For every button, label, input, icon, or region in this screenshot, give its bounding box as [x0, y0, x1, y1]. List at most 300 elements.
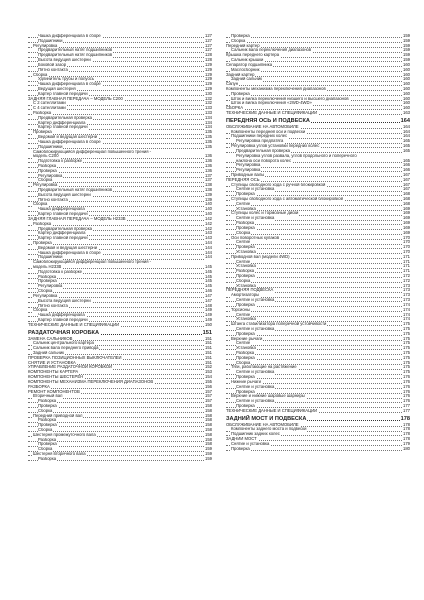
toc-entry-title: Сборка: [38, 178, 53, 183]
toc-entry-title: Тяги, работающие на растяжение: [231, 365, 297, 370]
toc-entry-title: Удлинитель трубы и полуось: [38, 77, 95, 82]
toc-entry-title: Регулировка: [38, 284, 63, 289]
toc-page-number: 129: [205, 61, 212, 67]
toc-entry-title: ПРОВЕРКА ПОЗИЦИОННЫХ ВЫКЛЮЧАТЕЛЕЙ: [28, 355, 122, 360]
toc-entry-title: Шестерня вторичного вала: [33, 452, 86, 457]
toc-page-number: 163: [403, 110, 410, 115]
toc-page-number: 138: [205, 182, 212, 188]
toc-section-heading[interactable]: [28, 329, 212, 337]
toc-entry-title: Проверка: [236, 331, 255, 336]
toc-page-number: 159: [403, 47, 410, 53]
toc-entry-title: РЕМОНТ КОМПОНЕНТОВ: [28, 389, 80, 394]
toc-page-number: 148: [205, 302, 212, 308]
toc-entry-title: ЗАМЕНА САЛЬНИКОВ: [28, 336, 73, 341]
toc-page-number: 178: [403, 421, 410, 427]
toc-entry-title: Шестерня промежуточного вала: [33, 432, 96, 437]
toc-entry-title: Нижние рычаги: [231, 379, 262, 384]
toc-entry-title: ПЕРЕДНЯЯ ОСЬ И ПОДВЕСКА: [226, 117, 310, 124]
toc-page-number: 134: [205, 119, 212, 125]
toc-entry-title: Сальник центрального картера: [33, 341, 94, 346]
toc-page-number: 178: [403, 426, 410, 432]
toc-entry-title: Подшипники: [38, 144, 63, 149]
toc-entry-title: Проверка: [236, 245, 255, 250]
toc-page-number: 151: [205, 359, 212, 365]
toc-page-number: 172: [403, 273, 410, 278]
toc-page-number: 171: [403, 263, 410, 269]
toc-page-number: 176: [403, 383, 410, 389]
toc-page-number: 129: [205, 66, 212, 72]
toc-entry-title: Ступицы колес и тормозные диски: [231, 211, 299, 216]
toc-page-number: 160: [403, 71, 410, 77]
toc-page-number: 175: [403, 325, 410, 331]
toc-page-number: 158: [205, 427, 212, 432]
toc-entry-title: КОМПОНЕНТЫ ШЕСТЕРЕН: [28, 375, 84, 380]
toc-page-number: 139: [205, 196, 212, 202]
toc-page-number: 175: [403, 345, 410, 351]
toc-page-number: 160: [403, 61, 410, 67]
toc-page-number: 145: [205, 264, 212, 269]
toc-entry-title: Высота ведущей шестерни: [38, 192, 91, 197]
toc-entry-title: Чашка дифференциала: [38, 207, 85, 212]
toc-page-number: 167: [403, 171, 410, 177]
toc-entry-title: Установка: [236, 317, 256, 322]
toc-entry-title: Подготовка к разборке: [38, 269, 82, 274]
toc-page-number: 160: [403, 90, 410, 96]
toc-page-number: 135: [205, 134, 212, 140]
toc-page-number: 140: [205, 201, 212, 207]
toc-entry-title: Верхние и нижние шаровые шарниры: [231, 394, 305, 399]
toc-page-number: 165: [403, 143, 410, 149]
toc-page-number: 176: [403, 388, 410, 394]
toc-page-number: 175: [403, 369, 410, 375]
toc-entry-title: Проверка: [236, 375, 255, 380]
toc-page-number: 171: [403, 268, 410, 274]
toc-entry-title: Предварительная проверка: [38, 226, 92, 231]
toc-page-number: 164: [403, 123, 410, 129]
toc-entry-title: Пятно контакта: [38, 197, 68, 202]
toc-entry-title: Снятие и установка: [236, 187, 275, 192]
toc-page-number: 143: [205, 235, 212, 241]
toc-page-number: 160: [403, 81, 410, 87]
toc-page-number: 133: [205, 105, 212, 111]
toc-page-number: 164: [403, 133, 410, 139]
toc-entry-title: Снятие: [236, 201, 251, 206]
toc-entry-title: Картер главной передачи: [38, 317, 88, 322]
toc-entry-title: Сборка: [33, 72, 48, 77]
toc-page-number: 171: [403, 258, 410, 264]
toc-entry-title: Высота ведущей шестерни: [38, 298, 91, 303]
toc-entry-title: ПЕРЕДНЯЯ ОСЬ: [226, 177, 260, 182]
toc-page-number: 154: [205, 374, 212, 380]
toc-page-number: 175: [403, 321, 410, 327]
toc-entry-title: Проверка: [38, 403, 57, 408]
toc-entry-title: Установка: [236, 249, 256, 254]
toc-page-number: 160: [403, 105, 410, 111]
toc-page-number: 170: [403, 244, 410, 250]
toc-entry-title: Картер дифференциала: [38, 231, 86, 236]
toc-page-number: 140: [205, 211, 212, 217]
toc-entry-title: КОМПОНЕНТЫ КАРТЕРА: [28, 370, 79, 375]
toc-page-number: 136: [205, 153, 212, 159]
toc-page-number: 175: [403, 350, 410, 355]
toc-page-number: 178: [400, 415, 410, 422]
toc-entry-title: Снятие и установка: [231, 441, 270, 446]
toc-entry-title: ТЕХНИЧЕСКИЕ ДАННЫЕ И СПЕЦИФИКАЦИИ: [226, 408, 318, 413]
toc-entry-title: Подшипник задних колес: [231, 432, 280, 437]
toc-entry-title: Сборка: [38, 428, 53, 432]
toc-entry-title: Регулировка: [33, 43, 58, 48]
toc-entry-title: Проверка: [236, 302, 255, 307]
toc-entry-title: Передний приводной вал: [33, 413, 83, 418]
toc-entry-title: Регулировка углов развала, углов продольного и поперечного: [236, 153, 357, 158]
toc-page-number: 170: [403, 239, 410, 245]
toc-entry-title: Регулировка углов установки передних колес: [231, 144, 320, 149]
toc-page-number: 158: [205, 431, 212, 437]
toc-entry-title: Разборка: [33, 111, 52, 115]
toc-page-number: 167: [403, 181, 410, 187]
toc-page-number: 127: [205, 42, 212, 48]
toc-entry-title: СБОРКА: [226, 106, 244, 111]
toc-page-number: 149: [205, 312, 212, 318]
toc-page-number: 160: [403, 100, 410, 106]
toc-page-number: 173: [403, 292, 410, 298]
toc-page-number: 145: [205, 278, 212, 284]
toc-entry-title: модель С200: [33, 154, 59, 159]
toc-page-number: 169: [403, 229, 410, 235]
toc-page-number: 160: [403, 95, 410, 101]
toc-page-number: 134: [205, 114, 212, 120]
toc-entry-title: Картер главной передачи: [38, 125, 88, 130]
toc-page-number: 165: [403, 138, 410, 144]
toc-entry-title: ТЕХНИЧЕСКИЕ ДАННЫЕ И СПЕЦИФИКАЦИИ: [28, 322, 120, 327]
toc-page-number: 174: [403, 311, 410, 317]
toc-entry-title: Предварительный натяг подшипников: [38, 188, 113, 192]
toc-entry-title: Снятие и установка: [236, 326, 275, 331]
toc-page-number: 164: [403, 128, 410, 134]
toc-page-number: 144: [205, 254, 212, 260]
toc-page-number: 166: [403, 167, 410, 173]
toc-entry-title: Крышка переднего картера: [226, 53, 280, 58]
toc-page-number: 169: [403, 220, 410, 226]
toc-entry-title: Пятно контакта: [38, 303, 68, 308]
toc-page-number: 128: [205, 57, 212, 63]
toc-page-number: 175: [403, 330, 410, 336]
toc-entry-title: Ступицы свободного хода с ручной блокировкой: [231, 182, 326, 187]
toc-entry-title: Регулировка: [236, 163, 261, 168]
toc-page-number: 144: [205, 249, 212, 255]
toc-page-number: 179: [403, 440, 410, 446]
toc-page-number: 176: [403, 378, 410, 384]
toc-entry-title: Предварительная проверка: [236, 148, 290, 153]
toc-leader-dots: [226, 450, 410, 451]
toc-page-number: 159: [403, 37, 410, 43]
toc-entry-title: Разборка: [38, 163, 57, 168]
toc-page-number: 169: [403, 205, 410, 211]
toc-entry[interactable]: [28, 457, 212, 462]
toc-page-number: 127: [205, 37, 212, 43]
toc-page-number: 166: [403, 162, 410, 168]
toc-entry-title: Сборка: [231, 38, 246, 43]
toc-entry[interactable]: [226, 447, 410, 452]
toc-page-number: 127: [205, 33, 212, 38]
toc-page-number: 165: [403, 157, 410, 163]
toc-entry-title: Сборка: [236, 230, 251, 235]
toc-entry[interactable]: [28, 323, 212, 328]
toc-entry-title: Пятно контакта: [38, 67, 68, 72]
toc-entry-title: Разборка: [38, 437, 57, 442]
toc-page-number: 168: [403, 196, 410, 201]
toc-entry-title: Сборка: [38, 289, 53, 294]
toc-page-number: 167: [403, 186, 410, 192]
toc-entry-title: Проверка: [236, 355, 255, 360]
toc-page-number: 160: [403, 76, 410, 82]
toc-entry-title: Приводной вал (модели 4WD): [231, 254, 290, 259]
toc-page-number: 146: [205, 288, 212, 294]
toc-entry-title: Разборка: [236, 351, 255, 355]
toc-page-number: 156: [205, 383, 212, 389]
toc-page-number: 152: [205, 364, 212, 370]
toc-entry-title: Проверка: [236, 192, 255, 197]
toc-entry-title: Чашка дифференциала в сборе: [38, 34, 101, 38]
toc-entry-title: Снятие: [236, 259, 251, 264]
toc-entry-title: Оси поворотных кулаков: [231, 235, 280, 240]
toc-page-number: 132: [205, 100, 212, 106]
toc-entry-title: Картер главной передачи: [38, 212, 88, 217]
toc-entry-title: РАЗДАТОЧНАЯ КОРОБКА: [28, 329, 99, 336]
toc-page-number: 174: [403, 301, 410, 307]
toc-entry-title: Подшипники передних колес: [231, 134, 288, 139]
toc-entry-title: Сборка: [33, 202, 48, 207]
toc-entry-title: Верхние рычаги: [231, 336, 263, 341]
toc-page-number: 151: [205, 350, 212, 355]
toc-entry-title: ЗАДНИЙ МОСТ: [226, 437, 257, 441]
toc-page-number: 174: [403, 316, 410, 322]
toc-page-number: 168: [403, 191, 410, 197]
toc-page-number: 175: [403, 335, 410, 341]
toc-page-number: 144: [205, 239, 212, 245]
toc-entry-title: ЗАДНИЙ МОСТ И ПОДВЕСКА: [226, 415, 307, 422]
toc-page-number: 173: [403, 297, 410, 303]
toc-page-number: 176: [403, 393, 410, 399]
toc-entry-title: Проверка: [236, 403, 255, 408]
toc-page-number: 136: [205, 158, 212, 164]
toc-entry-title: Разборка: [236, 269, 255, 274]
toc-entry-title: Снятие и установка: [236, 384, 275, 389]
toc-page-number: 173: [403, 287, 410, 293]
toc-entry-title: Самоблокирующийся дифференциал повышенного трения -: [33, 149, 152, 154]
toc-entry-title: Регулировка: [33, 293, 58, 298]
toc-page-number: 169: [403, 210, 410, 216]
toc-entry-title: Снятие и установка: [236, 216, 275, 221]
toc-entry-title: Задний сальник: [231, 77, 262, 82]
toc-entry-title: Проверка: [33, 130, 52, 135]
toc-entry-title: Разборка: [33, 221, 52, 226]
toc-page-number: 175: [403, 364, 410, 370]
toc-entry-title: Боковой зазор: [38, 62, 67, 67]
toc-page-number: 178: [403, 436, 410, 441]
toc-page-number: 159: [205, 455, 212, 461]
toc-entry-title: ОБСЛУЖИВАНИЕ НА АВТОМОБИЛЕ: [226, 422, 299, 427]
toc-page-number: 176: [403, 398, 410, 404]
toc-page-number: 173: [403, 282, 410, 288]
toc-entry-title: Шток и вилка переключения «2WD-4WD»: [231, 101, 312, 106]
toc-page-number: 174: [403, 306, 410, 312]
toc-entry-title: Снятие и установка: [236, 399, 275, 404]
toc-page-number: 158: [205, 417, 212, 423]
toc-page-number: 151: [205, 340, 212, 346]
toc-page-number: 150: [205, 321, 212, 327]
toc-page-number: 134: [205, 124, 212, 130]
toc-page-number: 149: [205, 316, 212, 322]
toc-page-number: 145: [205, 273, 212, 279]
toc-entry-title: Снятие: [236, 312, 251, 317]
toc-entry-title: Самоблокирующийся дифференциал повышенного трения -: [33, 260, 152, 265]
toc-entry-title: Торсионы: [231, 307, 250, 312]
toc-page-number: 157: [205, 398, 212, 404]
toc-page-number: 135: [205, 143, 212, 149]
toc-page-number: 157: [205, 393, 212, 399]
toc-entry-title: Сальник вала переднего привода: [33, 346, 99, 351]
toc-page-number: 145: [205, 283, 212, 289]
toc-page-number: 151: [205, 345, 212, 351]
toc-right-column: [226, 34, 410, 451]
toc-page-number: 137: [205, 172, 212, 178]
toc-page-number: 177: [403, 407, 410, 413]
toc-entry-title: Снятие и установка: [236, 370, 275, 375]
toc-page-number: 142: [205, 220, 212, 226]
toc-entry-title: Разборка: [38, 456, 57, 461]
toc-page-number: 171: [403, 253, 410, 259]
toc-entry-title: С 2 сателлитами: [33, 101, 66, 106]
toc-page-number: 158: [205, 402, 212, 408]
toc-entry-title: Регулировка: [33, 183, 58, 188]
toc-page-number: 129: [205, 85, 212, 91]
toc-entry-title: Подготовка к разборке: [38, 159, 82, 164]
toc-page-number: 151: [202, 329, 212, 336]
toc-page-number: 175: [403, 359, 410, 365]
toc-page-number: 159: [403, 42, 410, 48]
toc-page-number: 153: [205, 369, 212, 375]
toc-entry-title: Ведомая и ведущая шестерни: [38, 135, 98, 140]
toc-entry-title: Картер дифференциала: [38, 120, 86, 125]
toc-entry-title: Снятие и установка: [236, 298, 275, 303]
toc-entry-title: модель Н233В: [33, 265, 62, 269]
toc-entry-title: Сальник вала переключения диапазонов: [231, 48, 312, 53]
toc-entry-title: Подшипники: [38, 255, 63, 260]
toc-entry-title: Сепаратор подшипника: [226, 62, 273, 67]
toc-entry-title: Чашка дифференциала в сборе: [38, 139, 101, 144]
toc-entry-title: Сальник крышки: [231, 58, 264, 63]
toc-entry-title: Проверка: [231, 446, 250, 451]
toc-page-number: 133: [205, 110, 212, 115]
toc-page-number: 168: [403, 200, 410, 206]
toc-page-number: 159: [403, 57, 410, 63]
toc-entry-title: Разборка: [38, 418, 57, 423]
toc-page-number: 158: [205, 436, 212, 442]
toc-entry-title: УПРАВЛЕНИЕ РАЗДАТОЧНОЙ КОРОБКОЙ: [28, 365, 113, 370]
toc-page-number: 142: [205, 225, 212, 231]
toc-entry-title: Установка: [236, 346, 256, 351]
toc-page-number: 151: [205, 354, 212, 360]
toc-page-number: 151: [205, 335, 212, 341]
toc-page-number: 159: [205, 451, 212, 457]
toc-entry-title: Сапун: [226, 82, 239, 87]
toc-entry-title: Сборка: [236, 360, 251, 365]
toc-entry-title: Проверка: [38, 279, 57, 284]
toc-entry-title: КОМПОНЕНТЫ МЕХАНИЗМА ПЕРЕКЛЮЧЕНИЯ ДИАПАЗОНОВ: [28, 379, 154, 384]
toc-entry-title: СНЯТИЕ И УСТАНОВКА: [28, 360, 76, 365]
toc-page-number: 170: [403, 248, 410, 254]
toc-entry-title: Регулировка предпатяга: [236, 139, 284, 144]
toc-entry-title: ЗАДНЯЯ ГЛАВНАЯ ПЕРЕДАЧА – МОДЕЛЬ С200: [28, 96, 123, 101]
toc-page-number: 139: [205, 191, 212, 197]
toc-entry-title: Снятие: [236, 341, 251, 346]
toc-entry-title: Чашка дифференциала в сборе: [38, 250, 101, 255]
toc-entry-title: Проверка: [33, 240, 52, 245]
toc-entry[interactable]: [226, 409, 410, 414]
toc-page-number: 170: [403, 234, 410, 240]
toc-entry-title: Передний картер: [226, 43, 260, 48]
toc-page-number: 172: [403, 277, 410, 283]
toc-entry-title: Штанга стабилизатора поперечной устойчивости: [231, 322, 327, 327]
toc-page-number: 175: [403, 340, 410, 346]
toc-page-number: 158: [205, 441, 212, 447]
toc-entry-title: Установка: [236, 206, 256, 211]
toc-page-number: 167: [403, 176, 410, 182]
toc-entry-title: Компоненты заднего моста и подвески: [231, 427, 307, 432]
toc-page-number: 169: [403, 224, 410, 230]
toc-page-number: 175: [403, 354, 410, 360]
toc-page-number: 158: [205, 407, 212, 413]
toc-entry-title: Разборка: [38, 274, 57, 279]
toc-entry-title: Проверка: [236, 389, 255, 394]
toc-entry-title: РАЗБОРКА: [28, 384, 50, 389]
toc-entry-title: Регулировка: [236, 168, 261, 173]
toc-entry-title: наклона оси поворота колес: [236, 158, 292, 163]
toc-page-number: 160: [403, 66, 410, 72]
toc-entry-title: Шток и вилка переключения низшего и высшего диапазонов: [231, 96, 349, 101]
toc-page-number: 135: [205, 138, 212, 144]
toc-entry[interactable]: [226, 111, 410, 116]
toc-entry-title: Сборка: [38, 408, 53, 413]
toc-entry-title: Проверка: [231, 91, 250, 96]
toc-entry-title: Задний сальник: [33, 351, 64, 355]
toc-entry-title: Проверка: [38, 442, 57, 447]
toc-page-number: 129: [205, 76, 212, 82]
toc-page-number: 177: [403, 402, 410, 408]
toc-page-number: 140: [205, 206, 212, 212]
toc-page-number: 180: [403, 445, 410, 451]
toc-page-number: 159: [205, 446, 212, 452]
toc-page-number: 128: [205, 52, 212, 58]
toc-page-number: 147: [205, 297, 212, 303]
toc-entry-title: С 4 сателлитами: [33, 106, 66, 111]
toc-page-number: 144: [205, 244, 212, 250]
toc-page-number: 135: [205, 129, 212, 135]
toc-entry-title: Проверка: [236, 274, 255, 278]
toc-section-heading[interactable]: [226, 117, 410, 125]
toc-entry-title: Разборка: [236, 221, 255, 226]
toc-entry-title: Задний картер: [226, 72, 255, 77]
toc-page-number: 169: [403, 215, 410, 221]
toc-page-number: 127: [205, 47, 212, 53]
toc-entry-title: Вторичный вал: [33, 394, 63, 399]
toc-entry-title: Установка: [236, 283, 256, 288]
toc-entry-title: Сборка: [33, 308, 48, 313]
toc-entry-title: Чашка дифференциала: [38, 313, 85, 318]
toc-section-heading[interactable]: [226, 415, 410, 423]
toc-entry-title: Сборка: [236, 278, 251, 283]
